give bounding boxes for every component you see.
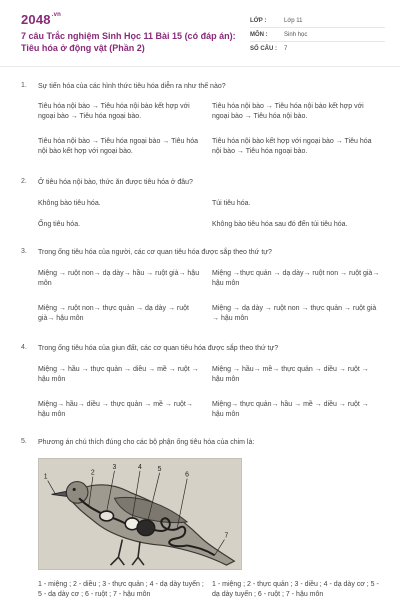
option-a[interactable]: Tiêu hóa nội bào → Tiêu hóa nội bào kết hợp với ngoại bào → Tiêu hóa ngoại bào. [38,103,190,120]
document-meta [250,14,385,56]
option-a[interactable]: 1 - miệng ; 2 - diều ; 3 - thực quản ; 4 - dạ dày tuyến ; 5 - dạ dày cơ ; 6 - ruột ; 7 - hậu môn [38,581,204,598]
option-d[interactable]: Tiêu hóa nội bào kết hợp với ngoại bào → Tiêu hóa nội bào → Tiêu hóa ngoại bào. [212,138,372,155]
meta-value: 7 [284,46,288,52]
meta-label: LỚP : [250,17,267,24]
document-title: 7 câu Trắc nghiệm Sinh Học 11 Bài 15 (có đáp án): Tiêu hóa ở động vật (Phần 2) [21,31,236,53]
option-b[interactable]: Miệng → hầu→ mề→ thực quản → diều → ruột → hậu môn [212,366,369,383]
question-number: 5. [21,438,27,445]
meta-value: Lớp 11 [284,17,303,24]
figure-label-3: 3 [112,463,117,471]
option-d[interactable]: Miệng → dạ dày → ruột non → thực quản → ruột già → hậu môn [212,305,377,322]
figure-label-5: 5 [157,465,162,473]
option-b[interactable]: 1 - miệng ; 2 - thực quản ; 3 - diều ; 4 - dạ dày cơ ; 5 - dạ dày tuyến ; 6 - ruột ; 7 - hậu môn [212,581,379,598]
question-number: 1. [21,82,27,89]
option-c[interactable]: Miệng → ruột non→ thực quản → dạ dày → ruột già→ hậu môn [38,305,189,322]
bird-illustration [39,459,241,569]
site-logo[interactable] [21,12,61,27]
question-text: Trong ống tiêu hóa của người, các cơ quan tiêu hóa được sắp theo thứ tự? [38,249,272,256]
question-text: Trong ống tiêu hóa của giun đất, các cơ quan tiêu hóa được sắp theo thứ tự? [38,345,279,352]
question-number: 2. [21,178,27,185]
option-a[interactable]: Không bào tiêu hóa. [38,200,101,207]
figure-label-4: 4 [138,463,142,471]
option-c[interactable]: Tiêu hóa nội bào → Tiêu hóa ngoại bào → Tiêu hóa nội bào kết hợp với ngoại bào. [38,138,199,155]
bird-digestive-figure [38,458,242,570]
question-text: Sự tiến hóa của các hình thức tiêu hóa diễn ra như thế nào? [38,83,226,90]
figure-label-6: 6 [185,471,190,479]
option-d[interactable]: Miệng→ thực quản→ hầu → mề → diều → ruột → hậu môn [212,401,369,418]
page-header [0,0,400,62]
question-text: Phương án chú thích đúng cho các bộ phận ống tiêu hóa của chim là: [38,439,255,446]
option-c[interactable]: Ống tiêu hóa. [38,221,81,228]
option-a[interactable]: Miệng → ruột non→ dạ dày→ hầu → ruột già→ hậu môn [38,270,200,287]
logo-suffix: .vn [51,12,62,18]
option-c[interactable]: Miệng→ hầu→ diều → thực quản → mề → ruột→ hậu môn [38,401,193,418]
figure-label-2: 2 [90,469,95,477]
question-number: 3. [21,248,27,255]
question-text: Ở tiêu hóa nội bào, thức ăn được tiêu hóa ở đâu? [38,179,193,186]
option-d[interactable]: Không bào tiêu hóa sau đó đến túi tiêu hóa. [212,221,348,228]
option-a[interactable]: Miệng → hầu → thực quản → diều → mề → ruột → hậu môn [38,366,199,383]
meta-value: Sinh học [284,31,308,38]
logo-text: 2048 [21,12,51,27]
figure-label-1: 1 [43,473,48,481]
option-b[interactable]: Túi tiêu hóa. [212,200,251,207]
meta-row-subject [250,28,385,42]
meta-row-class [250,14,385,28]
figure-label-7: 7 [224,532,229,540]
meta-label: SỐ CÂU : [250,46,277,52]
option-b[interactable]: Miệng →thực quản → dạ dày→ ruột non → ruột già→ hậu môn [212,270,380,287]
meta-label: MÔN : [250,31,268,38]
meta-row-count [250,42,385,56]
question-number: 4. [21,344,27,351]
header-divider [0,66,400,67]
option-b[interactable]: Tiêu hóa nội bào → Tiêu hóa nội bào kết hợp với ngoại bào → Tiêu hóa nội bào. [212,103,364,120]
